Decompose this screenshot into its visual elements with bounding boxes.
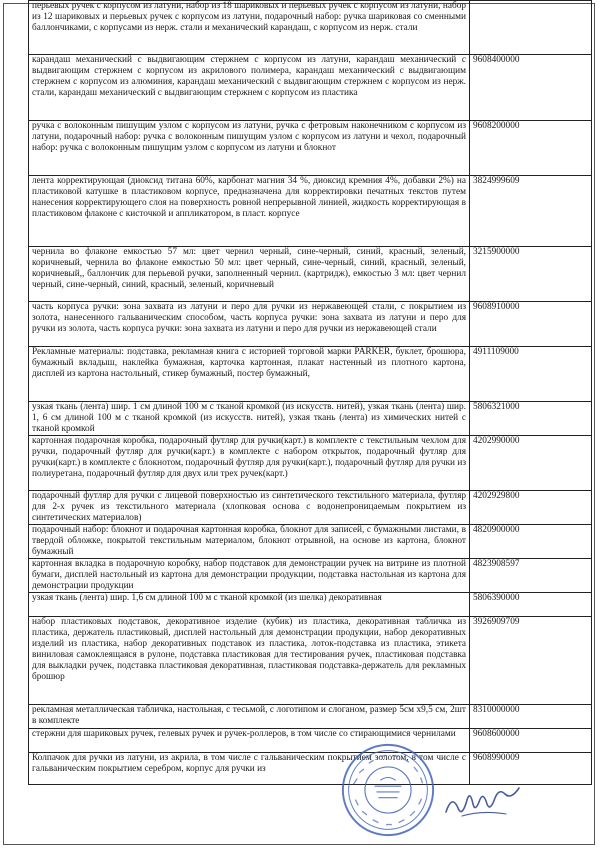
goods-table-body	[29, 1, 592, 785]
goods-description: картонная вкладка в подарочную коробку, набор подставок для демонстрации ручек на витрине из плотной бумаги, дисплей настольный из картона для демонстрации продукции, подставка настольная из картона для демонстрации продукции	[29, 559, 470, 593]
goods-description: карандаш механический с выдвигающим стержнем с корпусом из латуни, карандаш механический с выдвигающим стержнем с корпусом из акрилового полимера, карандаш механический с выдвигающим стержнем с корпусом из алюминия, карандаш механический с выдвигающим стержнем с корпусом из нерж. стали, карандаш механический с выдвигающим стержнем с корпусом из пластика	[29, 55, 470, 121]
goods-description: набор пластиковых подставок, декоративное изделие (кубик) из пластика, декоративная табличка из пластика, держатель пластиковый, дисплей настольный для демонстрации продукции, набор декоративных изделий из пластика, набор декоративных подставок из пластика, лоток-подставка из пластика, этикета виниловая самоклеящаяся в рулоне, подставка пластиковая для тестирования ручек, пластиковая подставка для выкладки ручек, подставка пластиковая декоративная, пластиковая подставка-держатель для рекламных брошюр	[29, 617, 470, 705]
goods-description: подарочный набор: блокнот и подарочная картонная коробка, блокнот для записей, с бумажными листами, в твердой обложке, покрытой текстильным материалом, блокнот отрывной, на основе из картона, блокнот бумажный	[29, 525, 470, 559]
table-row	[29, 705, 592, 729]
table-row	[29, 247, 592, 302]
goods-description: лента корректирующая (диоксид титана 60%, карбонат магния 34 %, диоксид кремния 4%, добавки 2%) на пластиковой катушке в пластиковом корпусе, предназначена для корректировки печатных текстов путем нанесения корректирующего слоя на поверхность ровной непрерывной линией, жидкость корректирующая в пластиковом флаконе с кисточкой и аппликатором, в пласт. корпусе	[29, 176, 470, 247]
goods-description: стержни для шариковых ручек, гелевых ручек и ручек-роллеров, в том числе со стирающимися чернилами	[29, 729, 470, 753]
table-row	[29, 176, 592, 247]
goods-description: ручка с волоконным пишущим узлом с корпусом из латуни, ручка с фетровым наконечником с корпусом из латуни, подарочный набор: ручка с волоконным пишущим узлом с корпусом из латуни и чехол, подарочный набор: ручка с волоконным пишущим узлом с корпусом из латуни и блокнот	[29, 121, 470, 176]
table-row	[29, 55, 592, 121]
goods-description: Колпачок для ручки из латуни, из акрила, в том числе с гальваническим покрытием золотом, в том числе с гальваническим покрытием серебром, корпус для ручки из	[29, 753, 470, 785]
tn-ved-code: 3926909709	[470, 617, 592, 705]
tn-ved-code: 4823908597	[470, 559, 592, 593]
document-sheet	[28, 0, 583, 785]
tn-ved-code: 3215900000	[470, 247, 592, 302]
table-row	[29, 302, 592, 347]
goods-description: узкая ткань (лента) шир. 1 см длиной 100 м с тканой кромкой (из искусств. нитей), узкая ткань (лента) шир. 1, 6 см длиной 100 м с тканой кромкой (из искусств. нитей), узкая ткань (лента) из химических нитей с тканой кромкой	[29, 402, 470, 436]
table-row	[29, 525, 592, 559]
table-row	[29, 436, 592, 491]
table-row	[29, 617, 592, 705]
tn-ved-code: 8310000000	[470, 705, 592, 729]
tn-ved-code: 9608910000	[470, 302, 592, 347]
table-row	[29, 347, 592, 402]
goods-description: подарочный футляр для ручки с лицевой поверхностью из синтетического текстильного материала, футляр для 2-х ручек из текстильного материала (хлопковая основа с водонепроницаемым покрытием из синтетических материалов)	[29, 491, 470, 525]
goods-description: Рекламные материалы: подставка, рекламная книга с историей торговой марки PARKER, буклет, брошюра, бумажный вкладыш, наклейка бумажная, карточка картонная, плакат настенный из плотного картона, дисплей из картона настольный, стикер бумажный, постер бумажный,	[29, 347, 470, 402]
tn-ved-code: 9608200000	[470, 121, 592, 176]
goods-description: рекламная металлическая табличка, настольная, с тесьмой, с логотипом и слоганом, размер 5см х9,5 см, 2шт в комплекте	[29, 705, 470, 729]
table-row	[29, 559, 592, 593]
goods-description: узкая ткань (лента) шир. 1,6 см длиной 100 м с тканой кромкой (из шелка) декоративная	[29, 593, 470, 617]
tn-ved-code: 5806321000	[470, 402, 592, 436]
goods-description: перьевых ручек с корпусом из латуни, набор из 18 шариковых и перьевых ручек с корпусом из латуни, набор из 12 шариковых и перьевых ручек с корпусом из латуни, подарочный набор: ручка шариковая со сменными баллончиками, с корпусами из нерж. стали и механический карандаш, с корпусом из нерж. стали	[29, 1, 470, 55]
tn-ved-code: 9608990009	[470, 753, 592, 785]
table-row	[29, 121, 592, 176]
goods-description: картонная подарочная коробка, подарочный футляр для ручки(карт.) в комплекте с текстильным чехлом для ручки, подарочный футляр для ручки(карт.) в комплекте с набором открыток, подарочный футляр для ручки(карт.) в комплекте с блокнотом, подарочный футляр для ручки(карт.), подарочный футляр для ручки из полиуретана, подарочный футляр для двух или трех ручек(карт.)	[29, 436, 470, 491]
tn-ved-code: 5806390000	[470, 593, 592, 617]
table-row	[29, 753, 592, 785]
goods-description: чернила во флаконе емкостью 57 мл: цвет чернил черный, сине-черный, синий, красный, зеленый, коричневый, чернила во флаконе емкостью 50 мл: цвет черный, сине-черный, синий, красный, зеленый, коричневый,, баллончик для перьевой ручки, заполненный чернил. (картридж), емкостью 3 мл: цвет чернил черный, сине-черный, синий, красный, зеленый, коричневый	[29, 247, 470, 302]
table-row	[29, 491, 592, 525]
tn-ved-code	[470, 1, 592, 55]
tn-ved-code: 4911109000	[470, 347, 592, 402]
table-row	[29, 1, 592, 55]
table-row	[29, 593, 592, 617]
table-row	[29, 402, 592, 436]
tn-ved-code: 4202990000	[470, 436, 592, 491]
tn-ved-code: 4820900000	[470, 525, 592, 559]
tn-ved-code: 4202929800	[470, 491, 592, 525]
tn-ved-code: 9608400000	[470, 55, 592, 121]
table-row	[29, 729, 592, 753]
goods-table	[28, 0, 592, 785]
goods-description: часть корпуса ручки: зона захвата из латуни и перо для ручки из нержавеющей стали, с покрытием из золота, нанесенного гальваническим способом, часть корпуса ручки: зона захвата из латуни и перо для ручки из золота, часть корпуса ручки: зона захвата из латуни и перо для ручки из нержавеющей стали	[29, 302, 470, 347]
tn-ved-code: 9608600000	[470, 729, 592, 753]
tn-ved-code: 3824999609	[470, 176, 592, 247]
